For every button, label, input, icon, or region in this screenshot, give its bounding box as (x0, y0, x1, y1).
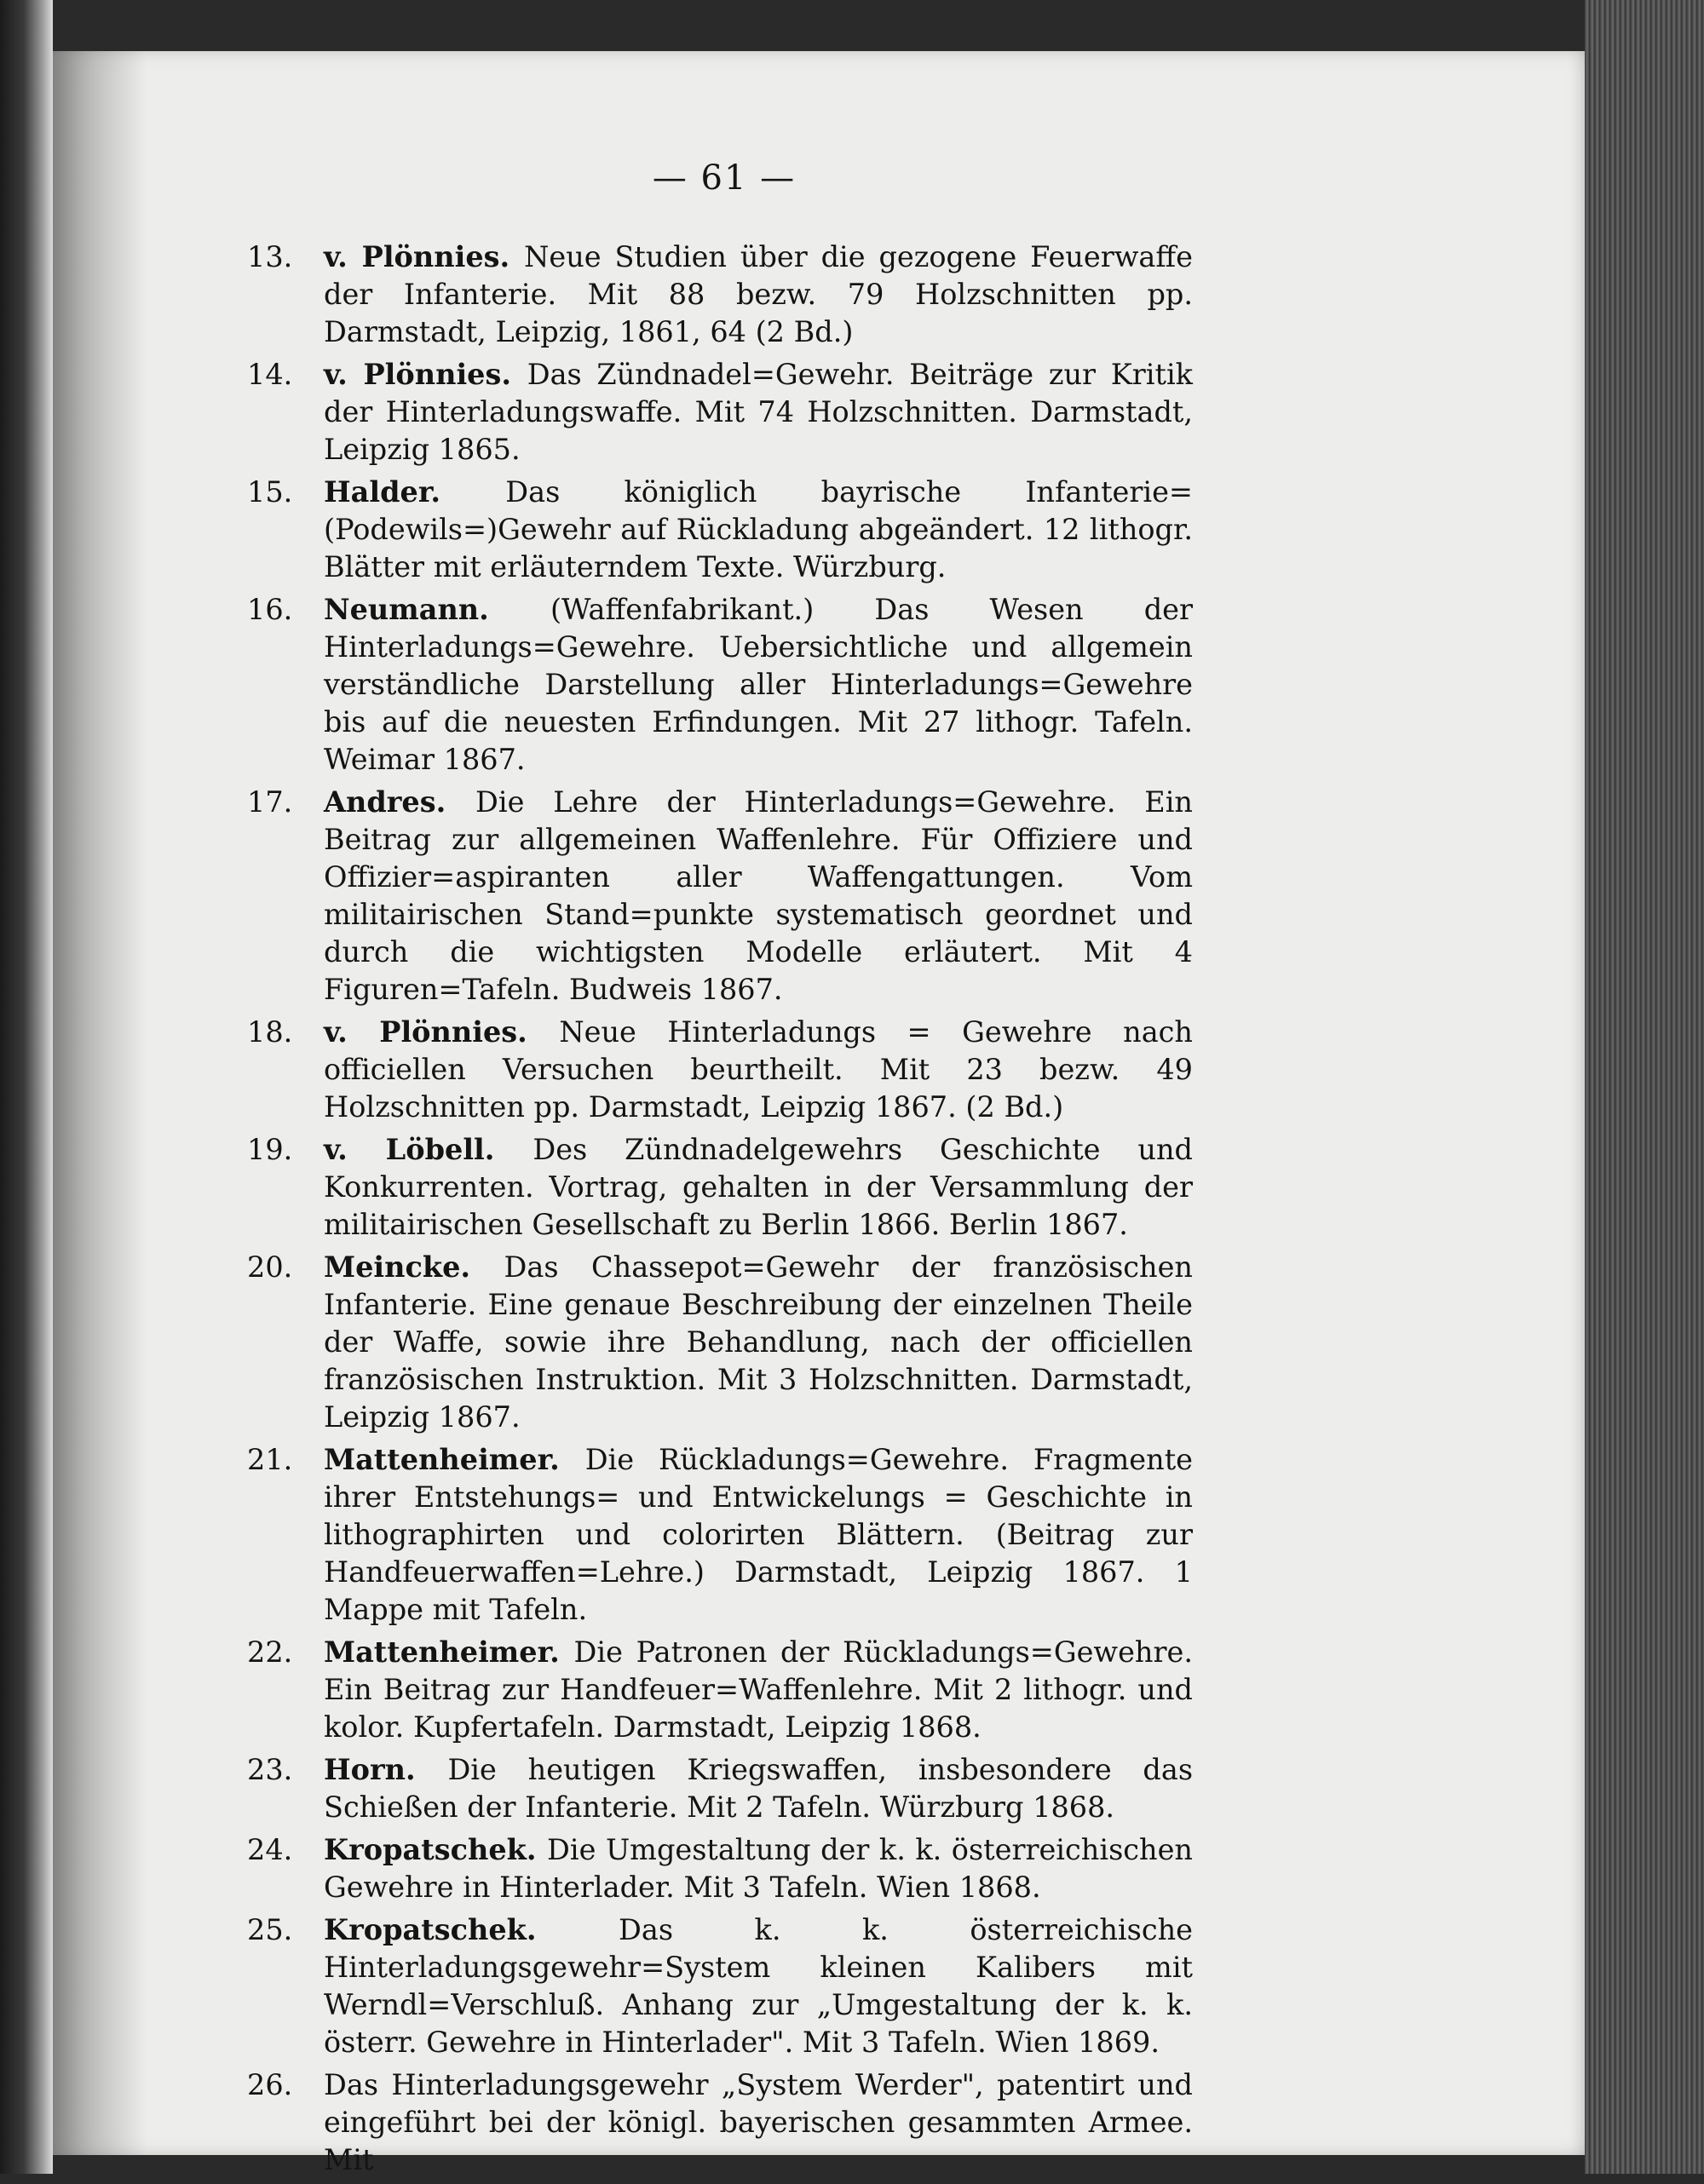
page-number: — 61 — (652, 158, 797, 198)
list-item (247, 1131, 1193, 1244)
entry-number: 20. (247, 1250, 293, 1284)
entry-number: 18. (247, 1015, 293, 1049)
entry-number: 14. (247, 358, 293, 391)
entry-number: 22. (247, 1635, 293, 1669)
list-item (247, 1014, 1193, 1126)
list-item (247, 356, 1193, 468)
entry-text: Das Hinterladungsgewehr „System Werder", patentirt und eingeführt bei der königl. bayerischen gesammten Armee. Mit (324, 2068, 1193, 2176)
entry-author: Kropatschek. (324, 1913, 619, 1946)
entry-number: 16. (247, 593, 293, 626)
entry-number: 25. (247, 1913, 293, 1946)
entry-text: (Waffenfabrikant.) Das Wesen der Hinterladungs=Gewehre. Uebersichtliche und allgemein verständliche Darstellung aller Hinterladungs=Gewehre bis auf die neuesten Erfindungen. Mit 27 lithogr. Tafeln. Weimar 1867. (324, 593, 1193, 776)
scan-left-edge (0, 0, 53, 2174)
entry-text: Das k. k. österreichische Hinterladungsgewehr=System kleinen Kalibers mit Werndl=Verschluß. Anhang zur „Umgestaltung der k. k. österr. Gewehre in Hinterlader". Mit 3 Tafeln. Wien 1869. (324, 1913, 1193, 2059)
list-item (247, 1831, 1193, 1906)
entry-author: v. Plönnies. (324, 358, 527, 391)
entry-author: v. Löbell. (324, 1133, 533, 1166)
list-item (247, 1634, 1193, 1746)
entry-text: Neue Hinterladungs = Gewehre nach officiellen Versuchen beurtheilt. Mit 23 bezw. 49 Holzschnitten pp. Darmstadt, Leipzig 1867. (2 Bd.) (324, 1015, 1193, 1124)
bibliography-list (247, 239, 1193, 2184)
entry-text: Die Lehre der Hinterladungs=Gewehre. Ein Beitrag zur allgemeinen Waffenlehre. Für Offiziere und Offizier=aspiranten aller Waffengattungen. Vom militairischen Stand=punkte systematisch geordnet und durch die wichtigsten Modelle erläutert. Mit 4 Figuren=Tafeln. Budweis 1867. (324, 785, 1193, 1006)
book-page-edges (1585, 0, 1704, 2174)
entry-author: Mattenheimer. (324, 1635, 574, 1669)
entry-number: 26. (247, 2068, 293, 2101)
entry-number: 19. (247, 1133, 293, 1166)
entry-author: Kropatschek. (324, 1833, 548, 1866)
entry-number: 17. (247, 785, 293, 819)
list-item (247, 1751, 1193, 1826)
entry-author: v. Plönnies. (324, 1015, 560, 1049)
list-item (247, 784, 1193, 1009)
entry-author: Neumann. (324, 593, 550, 626)
gutter-shadow (53, 51, 147, 2155)
list-item (247, 2066, 1193, 2179)
entry-text: Neue Studien über die gezogene Feuerwaffe der Infanterie. Mit 88 bezw. 79 Holzschnitten pp. Darmstadt, Leipzig, 1861, 64 (2 Bd.) (324, 240, 1193, 348)
list-item (247, 1911, 1193, 2061)
entry-author: Meincke. (324, 1250, 504, 1284)
entry-author: Mattenheimer. (324, 1443, 585, 1476)
entry-author: Andres. (324, 785, 476, 819)
entry-number: 15. (247, 475, 293, 509)
list-item (247, 591, 1193, 779)
entry-author: Halder. (324, 475, 506, 509)
entry-text: Die Rückladungs=Gewehre. Fragmente ihrer Entstehungs= und Entwickelungs = Geschichte in lithographirten und colorirten Blättern. (Beitrag zur Handfeuerwaffen=Lehre.) Darmstadt, Leipzig 1867. 1 Mappe mit Tafeln. (324, 1443, 1193, 1626)
entry-text: Das königlich bayrische Infanterie=(Podewils=)Gewehr auf Rückladung abgeändert. 12 lithogr. Blätter mit erläuterndem Texte. Würzburg. (324, 475, 1193, 583)
entry-number: 24. (247, 1833, 293, 1866)
entry-number: 13. (247, 240, 293, 273)
entry-number: 23. (247, 1753, 293, 1786)
entry-text: Die heutigen Kriegswaffen, insbesondere das Schießen der Infanterie. Mit 2 Tafeln. Würzburg 1868. (324, 1753, 1194, 1824)
list-item (247, 1441, 1193, 1629)
entry-author: Horn. (324, 1753, 448, 1786)
entry-text: Des Zündnadelgewehrs Geschichte und Konkurrenten. Vortrag, gehalten in der Versammlung der militairischen Gesellschaft zu Berlin 1866. Berlin 1867. (324, 1133, 1193, 1241)
entry-text: Die Umgestaltung der k. k. österreichischen Gewehre in Hinterlader. Mit 3 Tafeln. Wien 1868. (324, 1833, 1194, 1904)
list-item (247, 474, 1193, 586)
entry-text: Das Zündnadel=Gewehr. Beiträge zur Kritik der Hinterladungswaffe. Mit 74 Holzschnitten. Darmstadt, Leipzig 1865. (324, 358, 1193, 466)
list-item (247, 239, 1193, 351)
entry-text: Das Chassepot=Gewehr der französischen Infanterie. Eine genaue Beschreibung der einzelnen Theile der Waffe, sowie ihre Behandlung, nach der officiellen französischen Instruktion. Mit 3 Holzschnitten. Darmstadt, Leipzig 1867. (324, 1250, 1193, 1434)
entry-number: 21. (247, 1443, 293, 1476)
entry-author: v. Plönnies. (324, 240, 525, 273)
entry-text: Die Patronen der Rückladungs=Gewehre. Ein Beitrag zur Handfeuer=Waffenlehre. Mit 2 lithogr. und kolor. Kupfertafeln. Darmstadt, Leipzig 1868. (324, 1635, 1193, 1744)
list-item (247, 1249, 1193, 1436)
